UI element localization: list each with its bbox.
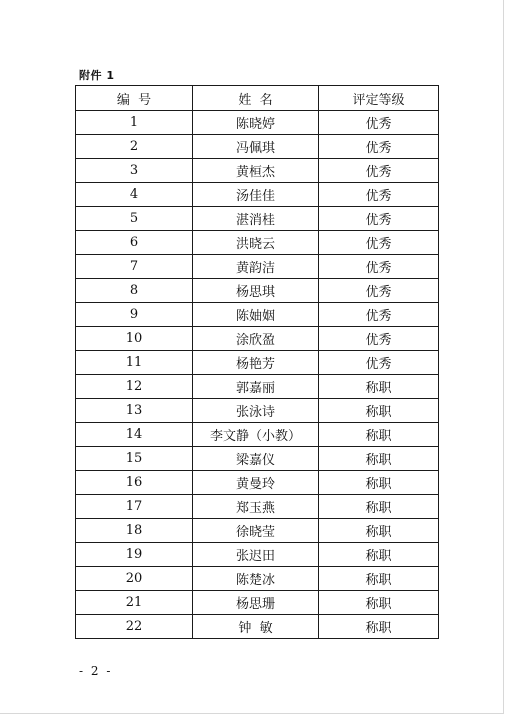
cell-row-number: 21 — [76, 591, 193, 615]
cell-name: 冯佩琪 — [193, 135, 319, 159]
table-row — [76, 423, 439, 447]
cell-grade: 优秀 — [319, 159, 439, 183]
cell-name: 钟 敏 — [193, 615, 319, 639]
table-row — [76, 279, 439, 303]
cell-grade: 优秀 — [319, 327, 439, 351]
cell-grade: 称职 — [319, 615, 439, 639]
evaluation-table — [75, 85, 439, 639]
cell-grade: 优秀 — [319, 183, 439, 207]
cell-row-number: 14 — [76, 423, 193, 447]
cell-row-number: 11 — [76, 351, 193, 375]
cell-row-number: 5 — [76, 207, 193, 231]
cell-name: 黄桓杰 — [193, 159, 319, 183]
cell-grade: 优秀 — [319, 303, 439, 327]
cell-name: 郑玉燕 — [193, 495, 319, 519]
cell-name: 杨思珊 — [193, 591, 319, 615]
cell-name: 陈楚冰 — [193, 567, 319, 591]
table-row — [76, 399, 439, 423]
page-number: - 2 - — [79, 664, 113, 678]
cell-grade: 优秀 — [319, 255, 439, 279]
header-name: 姓 名 — [193, 86, 319, 111]
cell-grade: 称职 — [319, 471, 439, 495]
table-row — [76, 231, 439, 255]
table-row — [76, 471, 439, 495]
table-row — [76, 543, 439, 567]
table-row — [76, 159, 439, 183]
cell-row-number: 6 — [76, 231, 193, 255]
cell-name: 李文静（小教） — [193, 423, 319, 447]
cell-row-number: 19 — [76, 543, 193, 567]
cell-row-number: 22 — [76, 615, 193, 639]
cell-grade: 优秀 — [319, 207, 439, 231]
cell-row-number: 4 — [76, 183, 193, 207]
cell-name: 张泳诗 — [193, 399, 319, 423]
cell-grade: 称职 — [319, 591, 439, 615]
cell-name: 杨艳芳 — [193, 351, 319, 375]
cell-row-number: 1 — [76, 111, 193, 135]
cell-name: 陈妯姻 — [193, 303, 319, 327]
cell-row-number: 15 — [76, 447, 193, 471]
cell-name: 汤佳佳 — [193, 183, 319, 207]
table-header-row — [76, 86, 439, 111]
cell-name: 杨思琪 — [193, 279, 319, 303]
table-row — [76, 303, 439, 327]
cell-name: 黄曼玲 — [193, 471, 319, 495]
table-row — [76, 183, 439, 207]
cell-grade: 优秀 — [319, 279, 439, 303]
cell-grade: 称职 — [319, 399, 439, 423]
cell-grade: 优秀 — [319, 231, 439, 255]
header-number: 编 号 — [76, 86, 193, 111]
cell-grade: 优秀 — [319, 351, 439, 375]
attachment-label: 附件 1 — [79, 69, 115, 82]
cell-grade: 称职 — [319, 519, 439, 543]
cell-grade: 优秀 — [319, 135, 439, 159]
cell-row-number: 13 — [76, 399, 193, 423]
cell-row-number: 10 — [76, 327, 193, 351]
cell-grade: 优秀 — [319, 111, 439, 135]
table-row — [76, 567, 439, 591]
table-row — [76, 207, 439, 231]
cell-row-number: 17 — [76, 495, 193, 519]
table-row — [76, 447, 439, 471]
cell-grade: 称职 — [319, 567, 439, 591]
cell-name: 郭嘉丽 — [193, 375, 319, 399]
cell-grade: 称职 — [319, 375, 439, 399]
table-row — [76, 135, 439, 159]
cell-name: 黄韵洁 — [193, 255, 319, 279]
cell-grade: 称职 — [319, 447, 439, 471]
cell-name: 张迟田 — [193, 543, 319, 567]
table-row — [76, 351, 439, 375]
table-row — [76, 375, 439, 399]
cell-name: 洪晓云 — [193, 231, 319, 255]
table-body — [76, 111, 439, 639]
table-row — [76, 591, 439, 615]
cell-row-number: 3 — [76, 159, 193, 183]
cell-row-number: 16 — [76, 471, 193, 495]
table-row — [76, 111, 439, 135]
header-grade: 评定等级 — [319, 86, 439, 111]
cell-row-number: 18 — [76, 519, 193, 543]
table-row — [76, 255, 439, 279]
cell-row-number: 9 — [76, 303, 193, 327]
cell-name: 徐晓莹 — [193, 519, 319, 543]
table-row — [76, 519, 439, 543]
cell-name: 涂欣盈 — [193, 327, 319, 351]
table-row — [76, 495, 439, 519]
cell-row-number: 12 — [76, 375, 193, 399]
table-row — [76, 615, 439, 639]
cell-grade: 称职 — [319, 423, 439, 447]
cell-row-number: 2 — [76, 135, 193, 159]
cell-row-number: 7 — [76, 255, 193, 279]
cell-row-number: 8 — [76, 279, 193, 303]
cell-row-number: 20 — [76, 567, 193, 591]
table-row — [76, 327, 439, 351]
cell-grade: 称职 — [319, 495, 439, 519]
cell-grade: 称职 — [319, 543, 439, 567]
cell-name: 湛消桂 — [193, 207, 319, 231]
cell-name: 陈晓婷 — [193, 111, 319, 135]
cell-name: 梁嘉仪 — [193, 447, 319, 471]
